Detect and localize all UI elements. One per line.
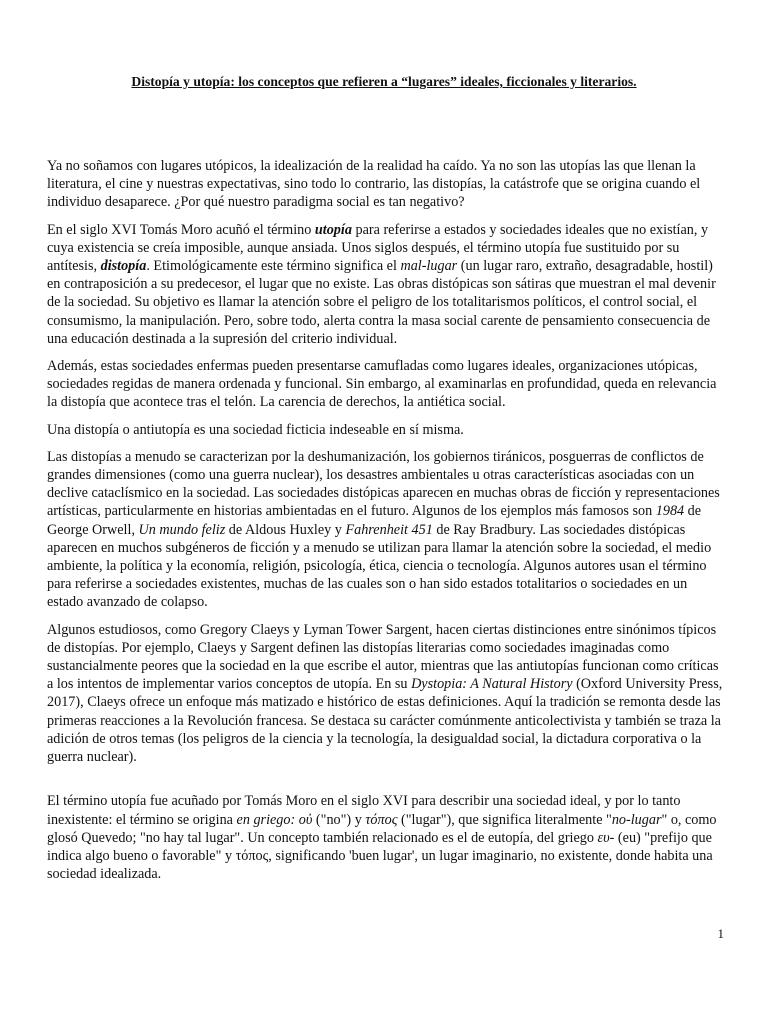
paragraph-etymology bbox=[47, 792, 723, 883]
paragraph-camouflage: Además, estas sociedades enfermas pueden presentarse camufladas como lugares ideales, organizaciones utópicas, sociedades regidas de manera ordenada y funcional. Sin embargo, al examinarlas en profundidad, queda en relevancia la distopía que acontece tras el telón. La carencia de derechos, la antiética social. bbox=[47, 358, 717, 411]
greek-term: en griego: οὐ bbox=[236, 811, 313, 828]
paragraph-scholars bbox=[47, 621, 723, 767]
text-run: Las distopías a menudo se caracterizan por la deshumanización, los gobiernos tiránicos, posguerras de conflictos de grandes dimensiones (como una guerra nuclear), los desastres ambientales u otras características asociadas con un declive cataclísmico en la sociedad. Las sociedades distópicas aparecen en muchas obras de ficción y representaciones artísticas, particularmente en historias ambientadas en el futuro. Algunos de los ejemplos más famosos son bbox=[47, 448, 720, 520]
book-title: Fahrenheit 451 bbox=[345, 521, 433, 538]
text-run: (eu) "prefijo que indica algo bueno o favorable" y τόπος, significando 'buen lugar', un lugar imaginario, no existente, donde habita una sociedad idealizada. bbox=[47, 829, 713, 883]
text-run: En el siglo XVI Tomás Moro acuñó el término bbox=[47, 221, 315, 238]
term-utopia: utopía bbox=[314, 221, 352, 238]
text-run: " o, como glosó Quevedo; "no hay tal lugar". Un concepto también relacionado es el de eutopía, del griego bbox=[47, 811, 717, 846]
text-run: de George Orwell, bbox=[47, 503, 702, 538]
greek-term: ευ- bbox=[597, 829, 615, 846]
text-run: (un lugar raro, extraño, desagradable, hostil) en contraposición a su predecesor, el lugar que no existe. Las obras distópicas son sátiras que muestran el mal devenir de la sociedad. Su objetivo es llamar la atención sobre el peligro de los totalitarismos políticos, el control social, el consumismo, la manipulación. Pero, sobre todo, alerta contra la masa social carente de pensamiento consecuencia de una educación destinada a la supresión del criterio individual. bbox=[47, 258, 716, 347]
paragraph-definition: Una distopía o antiutopía es una sociedad ficticia indeseable en sí misma. bbox=[47, 421, 464, 438]
book-title: 1984 bbox=[655, 503, 685, 520]
greek-term: τόπος bbox=[365, 811, 398, 828]
text-run: (Oxford University Press, 2017), Claeys ofrece un enfoque más matizado e histórico de estas definiciones. Aquí la tradición se remonta desde las primeras reacciones a la Revolución francesa. Se destaca su carácter comúnmente anticolectivista y también se traza la adición de otros temas (los peligros de la ciencia y la tecnología, la desigualdad social, la dictadura corporativa o la guerra nuclear). bbox=[47, 676, 723, 766]
text-run: ("no") y bbox=[312, 811, 366, 828]
document-title: Distopía y utopía: los conceptos que refieren a “lugares” ideales, ficcionales y literarios. bbox=[131, 74, 637, 89]
term-no-lugar: no-lugar bbox=[611, 811, 662, 828]
document-body bbox=[47, 157, 723, 892]
paragraph-characteristics bbox=[47, 448, 723, 612]
paragraph-origin bbox=[47, 221, 723, 348]
text-run: de Aldous Huxley y bbox=[225, 521, 346, 538]
paragraph-intro: Ya no soñamos con lugares utópicos, la idealización de la realidad ha caído. Ya no son las utopías las que llenan la literatura, el cine y nuestras expectativas, sino todo lo contrario, las distopías, la catástrofe que se origina cuando el individuo desaparece. ¿Por qué nuestro paradigma social es tan negativo? bbox=[47, 158, 701, 211]
page-number: 1 bbox=[717, 926, 724, 941]
text-run: El término utopía fue acuñado por Tomás Moro en el siglo XVI para describir una sociedad ideal, y por lo tanto inexistente: el término se origina bbox=[47, 793, 681, 828]
text-run: Algunos estudiosos, como Gregory Claeys y Lyman Tower Sargent, hacen ciertas distinciones entre sinónimos típicos de distopías. Por ejemplo, Claeys y Sargent definen las distopías literarias como sociedades imaginadas como sustancialmente peores que la sociedad en la que escribe el autor, mientras que las antiutopías funcionan como críticas a los intentos de implementar varios conceptos de utopía. En su bbox=[47, 621, 719, 693]
text-run: para referirse a estados y sociedades ideales que no existían, y cuya existencia se creía imposible, aunque ansiada. Unos siglos después, el término utopía fue sustituido por su antítesis, bbox=[47, 221, 709, 275]
text-run: . Etimológicamente este término significa el bbox=[146, 258, 401, 275]
text-run: ("lugar"), que significa literalmente " bbox=[397, 811, 612, 828]
book-title: Dystopia: A Natural History bbox=[411, 676, 573, 693]
text-run: de Ray Bradbury. Las sociedades distópicas aparecen en muchos subgéneros de ficción y a menudo se utilizan para llamar la atención sobre la sociedad, el medio ambiente, la política y la economía, religión, psicología, ética, ciencia o tecnología. Algunos autores usan el término para referirse a sociedades existentes, muchas de las cuales son o han sido estados totalitarios o sociedades en un estado avanzado de colapso. bbox=[47, 521, 712, 611]
term-distopia: distopía bbox=[100, 258, 147, 275]
term-mal-lugar: mal-lugar bbox=[400, 258, 458, 275]
book-title: Un mundo feliz bbox=[138, 521, 226, 538]
